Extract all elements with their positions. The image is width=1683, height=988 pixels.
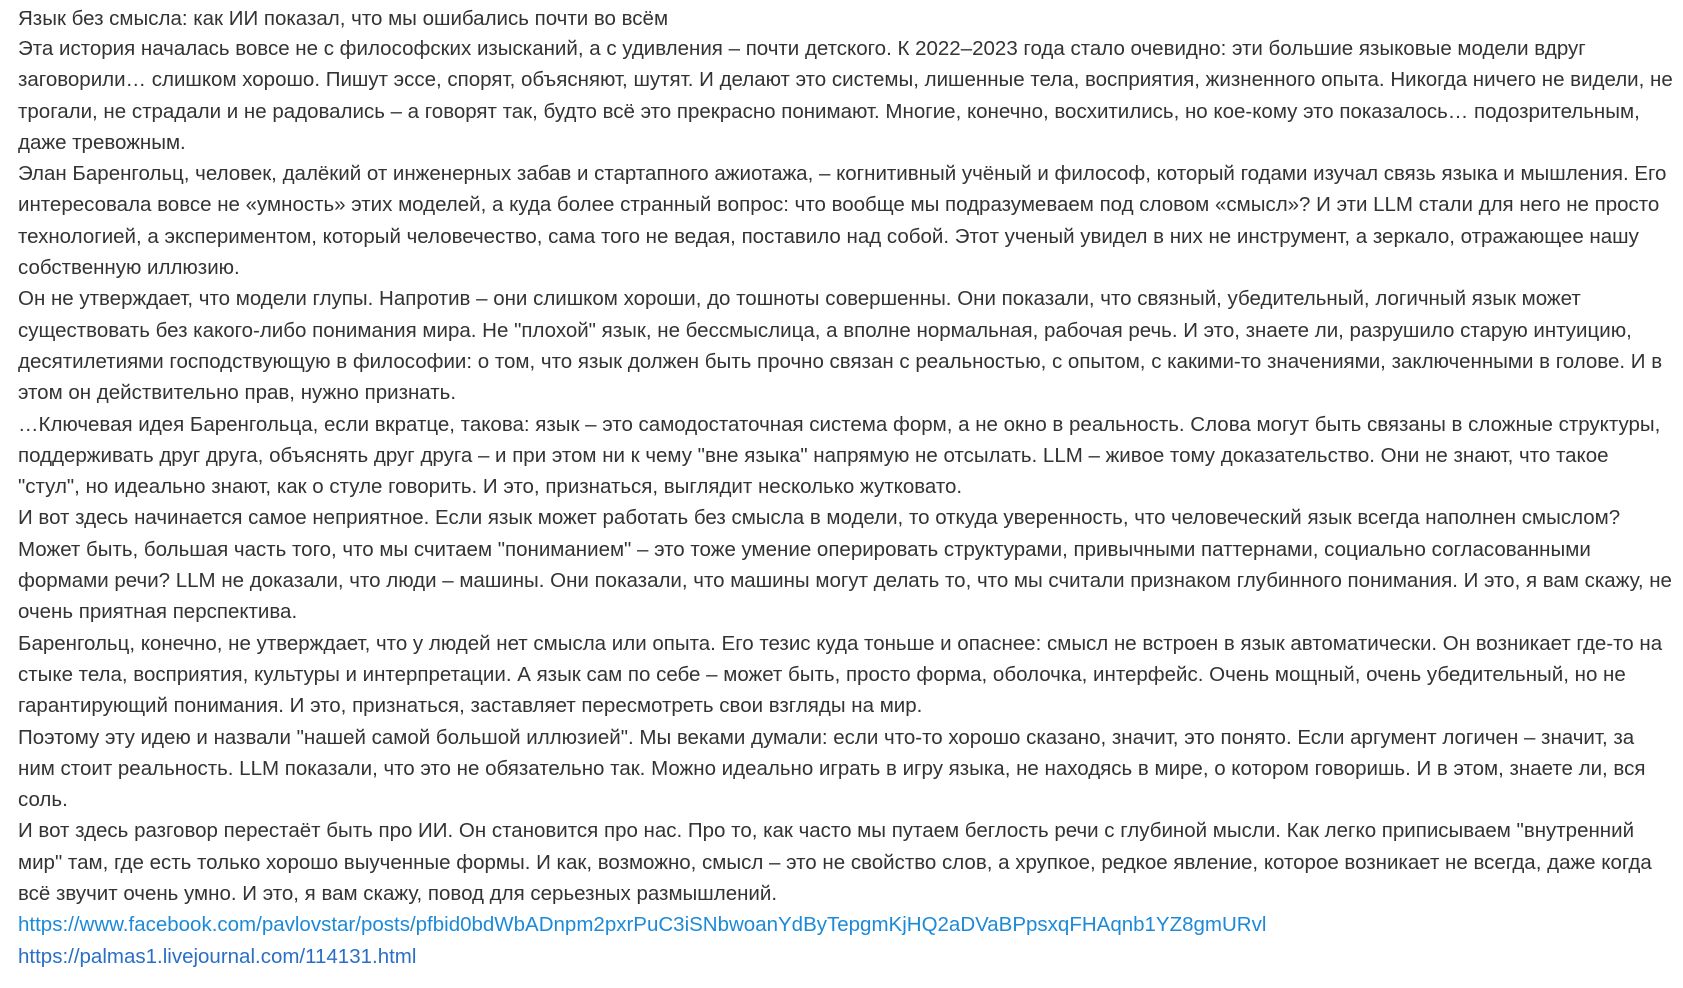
article-title: Язык без смысла: как ИИ показал, что мы ошибались почти во всём xyxy=(18,7,669,30)
paragraph-2: Элан Баренгольц, человек, далёкий от инженерных забав и стартапного ажиотажа, – когнитивный учёный и философ, который годами изучал связь языка и мышления. Его интересовала вовсе не «умность» этих моделей, а куда более странный вопрос: что вообще мы подразумеваем под словом «смысл»? И эти LLM стали для него не просто технологией, а экспериментом, который человечество, сама того не ведая, поставило над собой. Этот ученый увидел в них не инструмент, а зеркало, отражающее нашу собственную иллюзию. xyxy=(18,162,1667,280)
livejournal-post-link[interactable]: https://palmas1.livejournal.com/114131.html xyxy=(18,944,417,968)
paragraph-3: Он не утверждает, что модели глупы. Напротив – они слишком хороши, до тошноты совершенны. Они показали, что связный, убедительный, логичный язык может существовать без какого-либо понимания мира. Не "плохой" язык, не бессмыслица, а вполне нормальная, рабочая речь. И это, знаете ли, разрушило старую интуицию, десятилетиями господствующую в философии: о том, что язык должен быть прочно связан с реальностью, с опытом, с какими-то значениями, заключенными в голове. И в этом он действительно прав, нужно признать. xyxy=(18,287,1663,405)
paragraph-5: И вот здесь начинается самое неприятное. Если язык может работать без смысла в модели, то откуда уверенность, что человеческий язык всегда наполнен смыслом? Может быть, большая часть того, что мы считаем "пониманием" – это тоже умение оперировать структурами, привычными паттернами, социально согласованными формами речи? LLM не доказали, что люди – машины. Они показали, что машины могут делать то, что мы считали признаком глубинного понимания. И это, я вам скажу, не очень приятная перспектива. xyxy=(18,506,1672,624)
facebook-post-link[interactable]: https://www.facebook.com/pavlovstar/posts/pfbid0bdWbADnpm2pxrPuC3iSNbwoanYdByTepgmKjHQ2aDVaBPpsxqFHAqnb1YZ8gmURvl xyxy=(18,913,1267,937)
paragraph-1: Эта история началась вовсе не с философских изысканий, а с удивления – почти детского. К 2022–2023 года стало очевидно: эти большие языковые модели вдруг заговорили… слишком хорошо. Пишут эссе, спорят, объясняют, шутят. И делают это системы, лишенные тела, восприятия, жизненного опыта. Никогда ничего не видели, не трогали, не страдали и не радовались – а говорят так, будто всё это прекрасно понимают. Многие, конечно, восхитились, но кое-кому это показалось… подозрительным, даже тревожным. xyxy=(18,37,1673,154)
source-links xyxy=(18,909,1673,972)
paragraph-4: …Ключевая идея Баренгольца, если вкратце, такова: язык – это самодостаточная система форм, а не окно в реальность. Слова могут быть связаны в сложные структуры, поддерживать друг друга, объяснять друг друга – и при этом ни к чему "вне языка" напрямую не отсылать. LLM – живое тому доказательство. Они не знают, что такое "стул", но идеально знают, как о стуле говорить. И это, признаться, выглядит несколько жутковато. xyxy=(18,412,1661,499)
paragraph-7: Поэтому эту идею и назвали "нашей самой большой иллюзией". Мы веками думали: если что-то хорошо сказано, значит, это понято. Если аргумент логичен – значит, за ним стоит реальность. LLM показали, что это не обязательно так. Можно идеально играть в игру языка, не находясь в мире, о котором говоришь. И в этом, знаете ли, вся соль. xyxy=(18,725,1646,812)
paragraph-8: И вот здесь разговор перестаёт быть про ИИ. Он становится про нас. Про то, как часто мы путаем беглость речи с глубиной мысли. Как легко приписываем "внутренний мир" там, где есть только хорошо выученные формы. И как, возможно, смысл – это не свойство слов, а хрупкое, редкое явление, которое возникает не всегда, даже когда всё звучит очень умно. И это, я вам скажу, повод для серьезных размышлений. xyxy=(18,819,1652,906)
article xyxy=(18,4,1673,972)
paragraph-6: Баренгольц, конечно, не утверждает, что у людей нет смысла или опыта. Его тезис куда тоньше и опаснее: смысл не встроен в язык автоматически. Он возникает где-то на стыке тела, восприятия, культуры и интерпретации. А язык сам по себе – может быть, просто форма, оболочка, интерфейс. Очень мощный, очень убедительный, но не гарантирующий понимания. И это, признаться, заставляет пересмотреть свои взгляды на мир. xyxy=(18,631,1663,718)
